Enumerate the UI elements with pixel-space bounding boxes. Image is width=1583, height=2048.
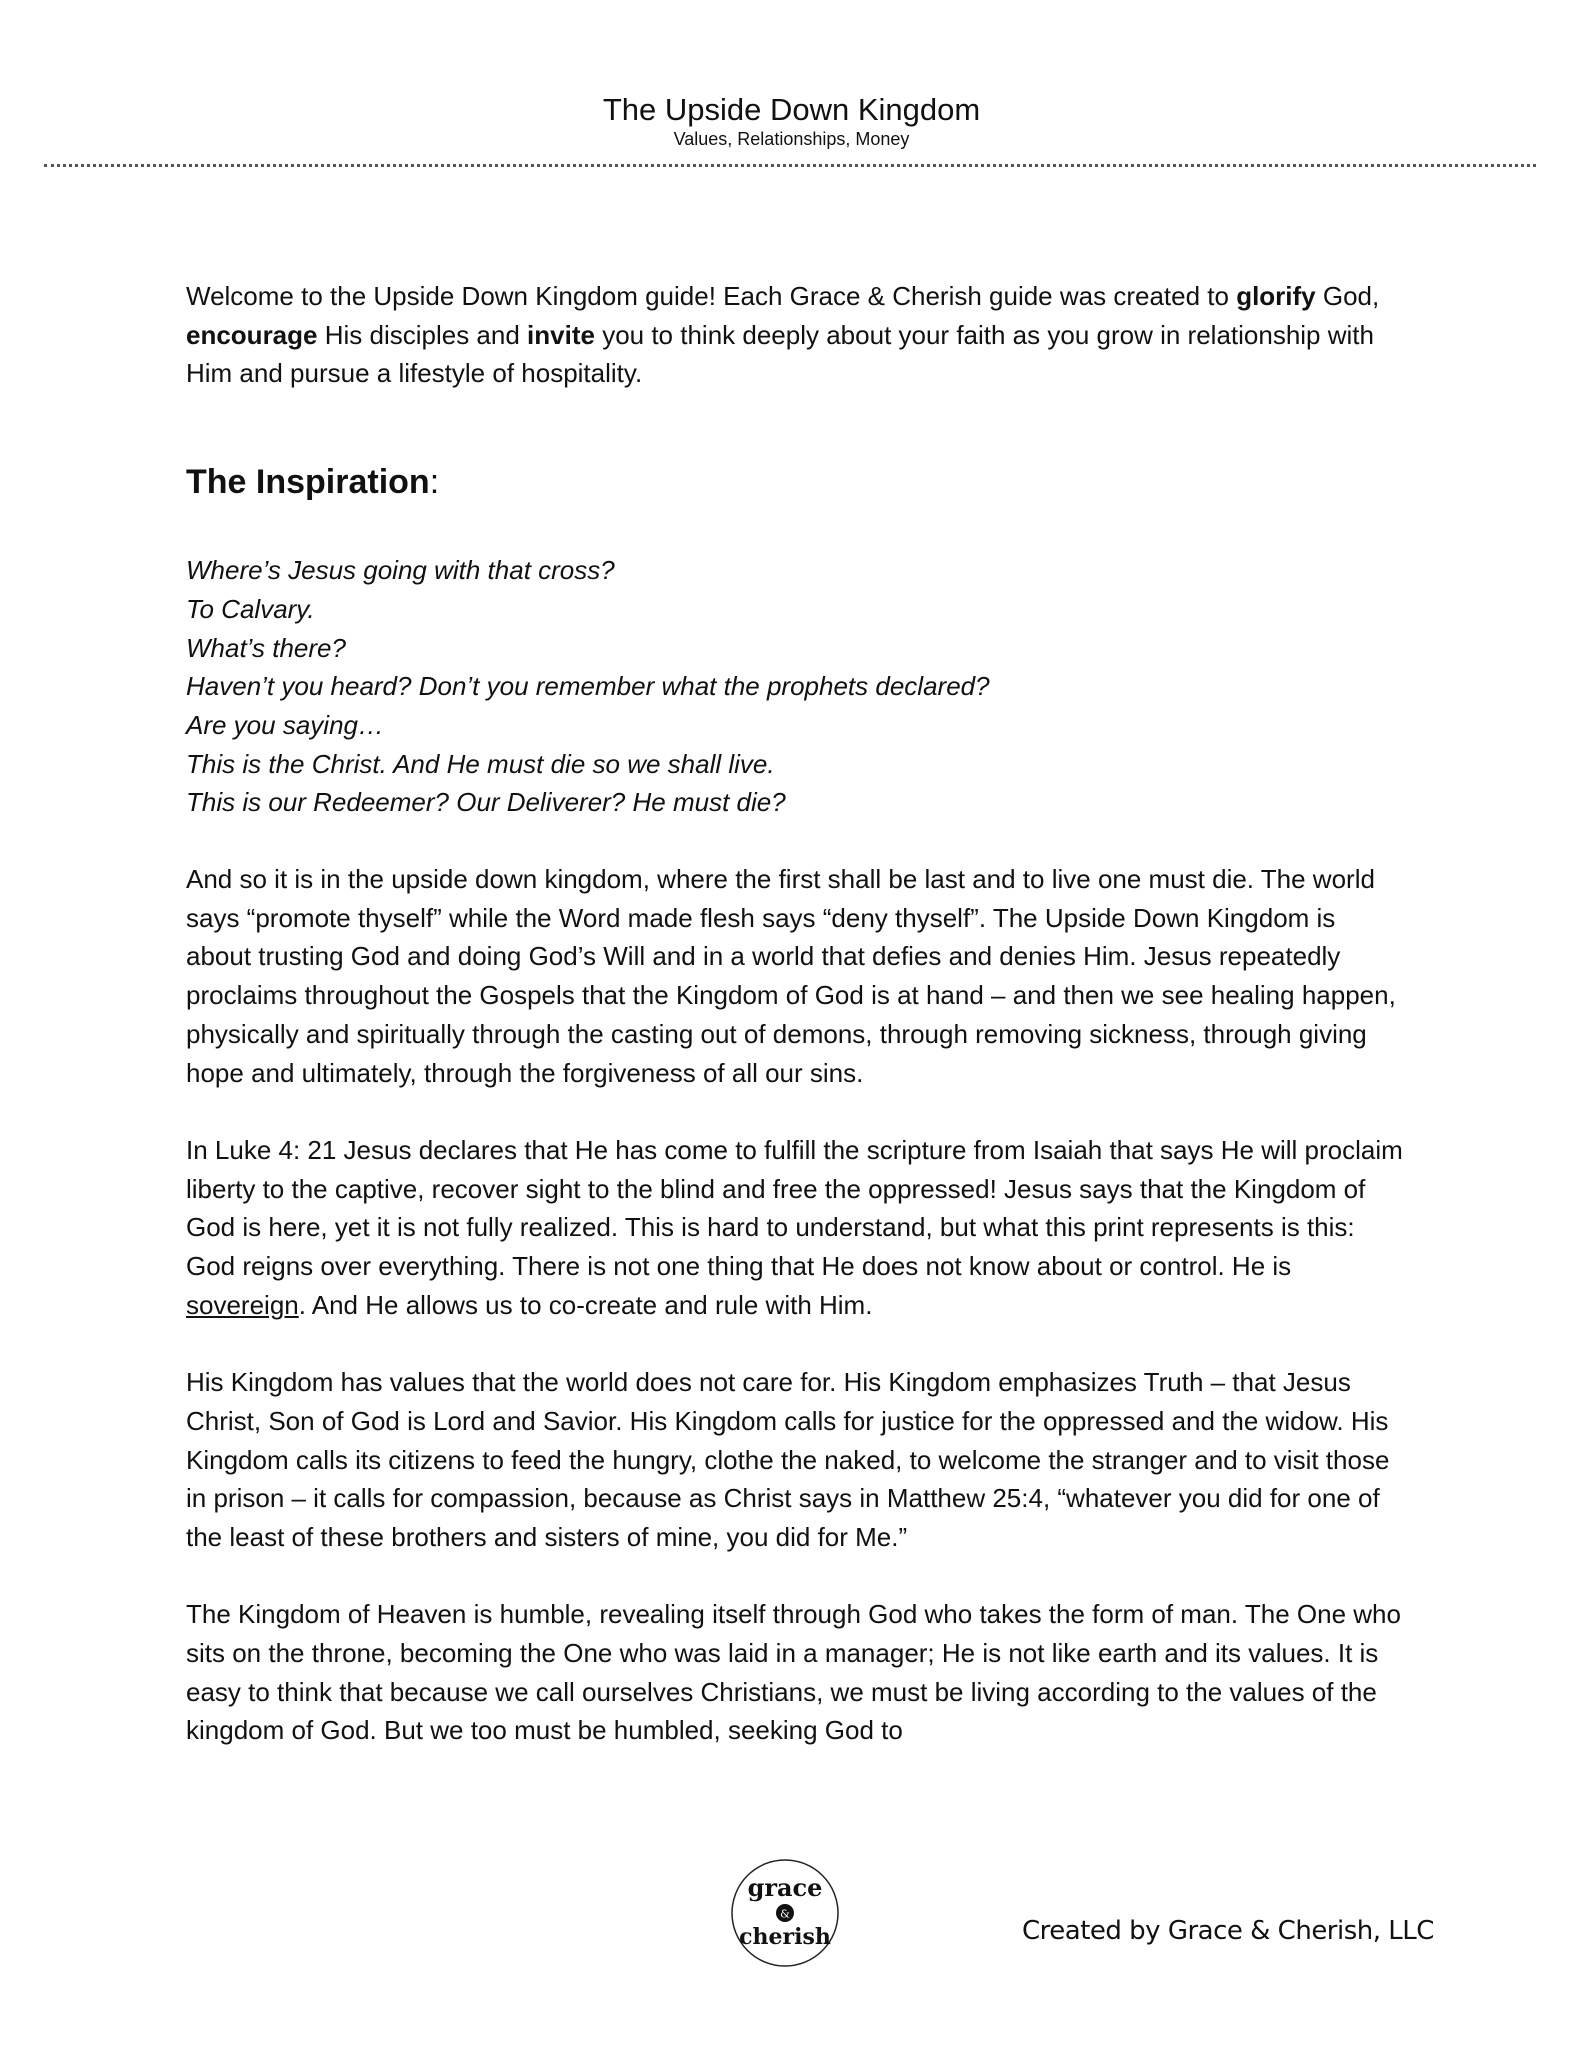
underlined-word-sovereign: sovereign bbox=[186, 1289, 299, 1320]
logo-word-cherish: cherish bbox=[739, 1924, 831, 1950]
poem-line: Haven’t you heard? Don’t you remember what the prophets declared? bbox=[186, 671, 990, 702]
poem-line: This is the Christ. And He must die so we shall live. bbox=[186, 748, 775, 779]
paragraph-2-text-start: In Luke 4: 21 Jesus declares that He has come to fulfill the scripture from Isaiah that says He will proclaim liberty to the captive, recover sight to the blind and free the oppressed! Jesus says that the Kingdom of God is here, yet it is not fully realized. This is hard to understand, but what this print represents is this: God reigns over everything. There is not one thing that He does not know about or control. He is bbox=[186, 1134, 1403, 1282]
poem-line: Are you saying… bbox=[186, 709, 384, 740]
poem-block bbox=[186, 551, 1406, 822]
intro-text-1: Welcome to the Upside Down Kingdom guide! Each Grace & Cherish guide was created to bbox=[186, 281, 1237, 311]
document-header bbox=[0, 92, 1583, 150]
intro-text-4: you to think deeply about your faith as you grow in relationship with Him and pursue a lifestyle of hospitality. bbox=[186, 319, 1374, 389]
intro-paragraph bbox=[186, 277, 1406, 393]
intro-text-2: God, bbox=[1315, 281, 1380, 311]
section-heading-inspiration bbox=[186, 461, 1406, 503]
logo-word-grace: grace bbox=[747, 1873, 823, 1902]
grace-cherish-logo bbox=[730, 1858, 840, 1968]
body-paragraph-4: The Kingdom of Heaven is humble, revealing itself through God who takes the form of man. The One who sits on the throne, becoming the One who was laid in a manager; He is not like earth and its values. It is easy to think that because we call ourselves Christians, we must be living according to the values of the kingdom of God. But we too must be humbled, seeking God to bbox=[186, 1599, 1401, 1746]
poem-line: To Calvary. bbox=[186, 593, 315, 624]
dotted-divider bbox=[44, 164, 1536, 167]
logo-ampersand: & bbox=[780, 1907, 790, 1921]
intro-bold-invite: invite bbox=[527, 319, 595, 350]
body-paragraph-3: His Kingdom has values that the world does not care for. His Kingdom emphasizes Truth – that Jesus Christ, Son of God is Lord and Savior. His Kingdom calls for justice for the oppressed and the widow. His Kingdom calls its citizens to feed the hungry, clothe the naked, to welcome the stranger and to visit those in prison – it calls for compassion, because as Christ says in Matthew 25:4, “whatever you did for one of the least of these brothers and sisters of mine, you did for Me.” bbox=[186, 1367, 1390, 1552]
intro-bold-glorify: glorify bbox=[1236, 281, 1316, 311]
document-body bbox=[186, 277, 1406, 1789]
page-title: The Upside Down Kingdom bbox=[602, 92, 981, 127]
footer-credit: Created by Grace & Cherish, LLC bbox=[1022, 1916, 1434, 1946]
body-paragraph-2 bbox=[186, 1131, 1406, 1325]
paragraph-2-text-end: . And He allows us to co-create and rule with Him. bbox=[298, 1289, 873, 1320]
poem-line: What’s there? bbox=[186, 632, 346, 663]
intro-text-3: His disciples and bbox=[317, 319, 528, 350]
page-subtitle: Values, Relationships, Money bbox=[673, 129, 910, 149]
poem-line: Where’s Jesus going with that cross? bbox=[186, 555, 615, 586]
section-heading-text: The Inspiration bbox=[186, 463, 430, 502]
section-heading-colon: : bbox=[429, 463, 440, 502]
poem-line: This is our Redeemer? Our Deliverer? He must die? bbox=[186, 787, 786, 818]
body-paragraph-1: And so it is in the upside down kingdom, where the first shall be last and to live one must die. The world says “promote thyself” while the Word made flesh says “deny thyself”. The Upside Down Kingdom is about trusting God and doing God’s Will and in a world that defies and denies Him. Jesus repeatedly proclaims throughout the Gospels that the Kingdom of God is at hand – and then we see healing happen, physically and spiritually through the casting out of demons, through removing sickness, through giving hope and ultimately, through the forgiveness of all our sins. bbox=[186, 864, 1396, 1088]
intro-bold-encourage: encourage bbox=[186, 319, 318, 350]
